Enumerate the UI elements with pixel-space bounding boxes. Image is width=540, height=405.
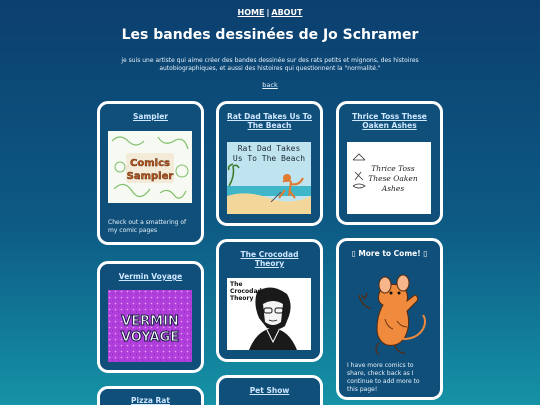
card-pet-show[interactable] bbox=[216, 375, 323, 405]
page-title: Les bandes dessinées de Jo Schramer bbox=[121, 27, 419, 43]
thrice-thumb-text: Thrice Toss These Oaken Ashes bbox=[368, 164, 418, 193]
card-title-vermin-voyage[interactable]: Vermin Voyage bbox=[118, 272, 183, 281]
thumb-sampler[interactable] bbox=[108, 131, 192, 203]
card-pizza-rat[interactable] bbox=[97, 386, 204, 405]
sampler-thumb-line2: Sampler bbox=[126, 171, 174, 182]
card-desc-sampler: Check out a smattering of my comic pages bbox=[108, 219, 187, 234]
nav-separator: | bbox=[266, 8, 270, 17]
sampler-thumb-line1: Comics bbox=[130, 158, 170, 169]
thumb-vermin-voyage[interactable] bbox=[108, 290, 192, 362]
card-title-pizza-rat[interactable]: Pizza Rat bbox=[131, 396, 170, 405]
vermin-thumb-line2: VOYAGE bbox=[120, 330, 180, 345]
vermin-cover-icon bbox=[108, 290, 192, 362]
nav-home-link[interactable]: HOME bbox=[237, 8, 265, 17]
card-title-sampler[interactable]: Sampler bbox=[132, 112, 168, 121]
vermin-thumb-line1: VERMIN bbox=[121, 314, 179, 329]
card-thrice-toss[interactable] bbox=[336, 101, 443, 225]
rat-illustration bbox=[351, 269, 431, 359]
card-sampler[interactable] bbox=[97, 101, 204, 245]
crocodad-thumb-text: The Crocodad Theory bbox=[230, 281, 262, 302]
rat-dad-thumb-text: Rat Dad Takes Us To The Beach bbox=[232, 144, 306, 163]
card-more-to-come bbox=[336, 238, 443, 400]
back-link[interactable]: back bbox=[262, 81, 278, 89]
card-title-rat-dad[interactable]: Rat Dad Takes Us To The Beach bbox=[227, 112, 312, 130]
back-link-wrap bbox=[0, 81, 540, 89]
card-crocodad-theory[interactable] bbox=[216, 239, 323, 362]
thumb-rat-dad[interactable] bbox=[227, 142, 311, 214]
thumb-crocodad-theory[interactable] bbox=[227, 278, 311, 350]
card-title-crocodad-theory[interactable]: The Crocodad Theory bbox=[240, 250, 299, 268]
card-rat-dad[interactable] bbox=[216, 101, 323, 226]
card-title-more-to-come: ▯ More to Come! ▯ bbox=[351, 249, 428, 258]
intro-text: je suis une artiste qui aime créer des bandes dessinée sur des rats petits et mignons, des histoires autobiographiques, et aussi des histoires qui questionnent la "normalité." bbox=[121, 57, 419, 72]
top-nav bbox=[0, 8, 540, 17]
card-title-pet-show[interactable]: Pet Show bbox=[249, 386, 290, 395]
card-title-thrice-toss[interactable]: Thrice Toss These Oaken Ashes bbox=[352, 112, 427, 130]
thumb-thrice-toss[interactable] bbox=[347, 142, 431, 214]
nav-about-link[interactable]: ABOUT bbox=[271, 8, 303, 17]
rat-mascot-icon bbox=[351, 269, 431, 359]
card-vermin-voyage[interactable] bbox=[97, 261, 204, 373]
card-desc-more-to-come: I have more comics to share, check back as I continue to add more to this page! bbox=[347, 362, 420, 393]
sampler-doodle-icon bbox=[108, 131, 192, 203]
